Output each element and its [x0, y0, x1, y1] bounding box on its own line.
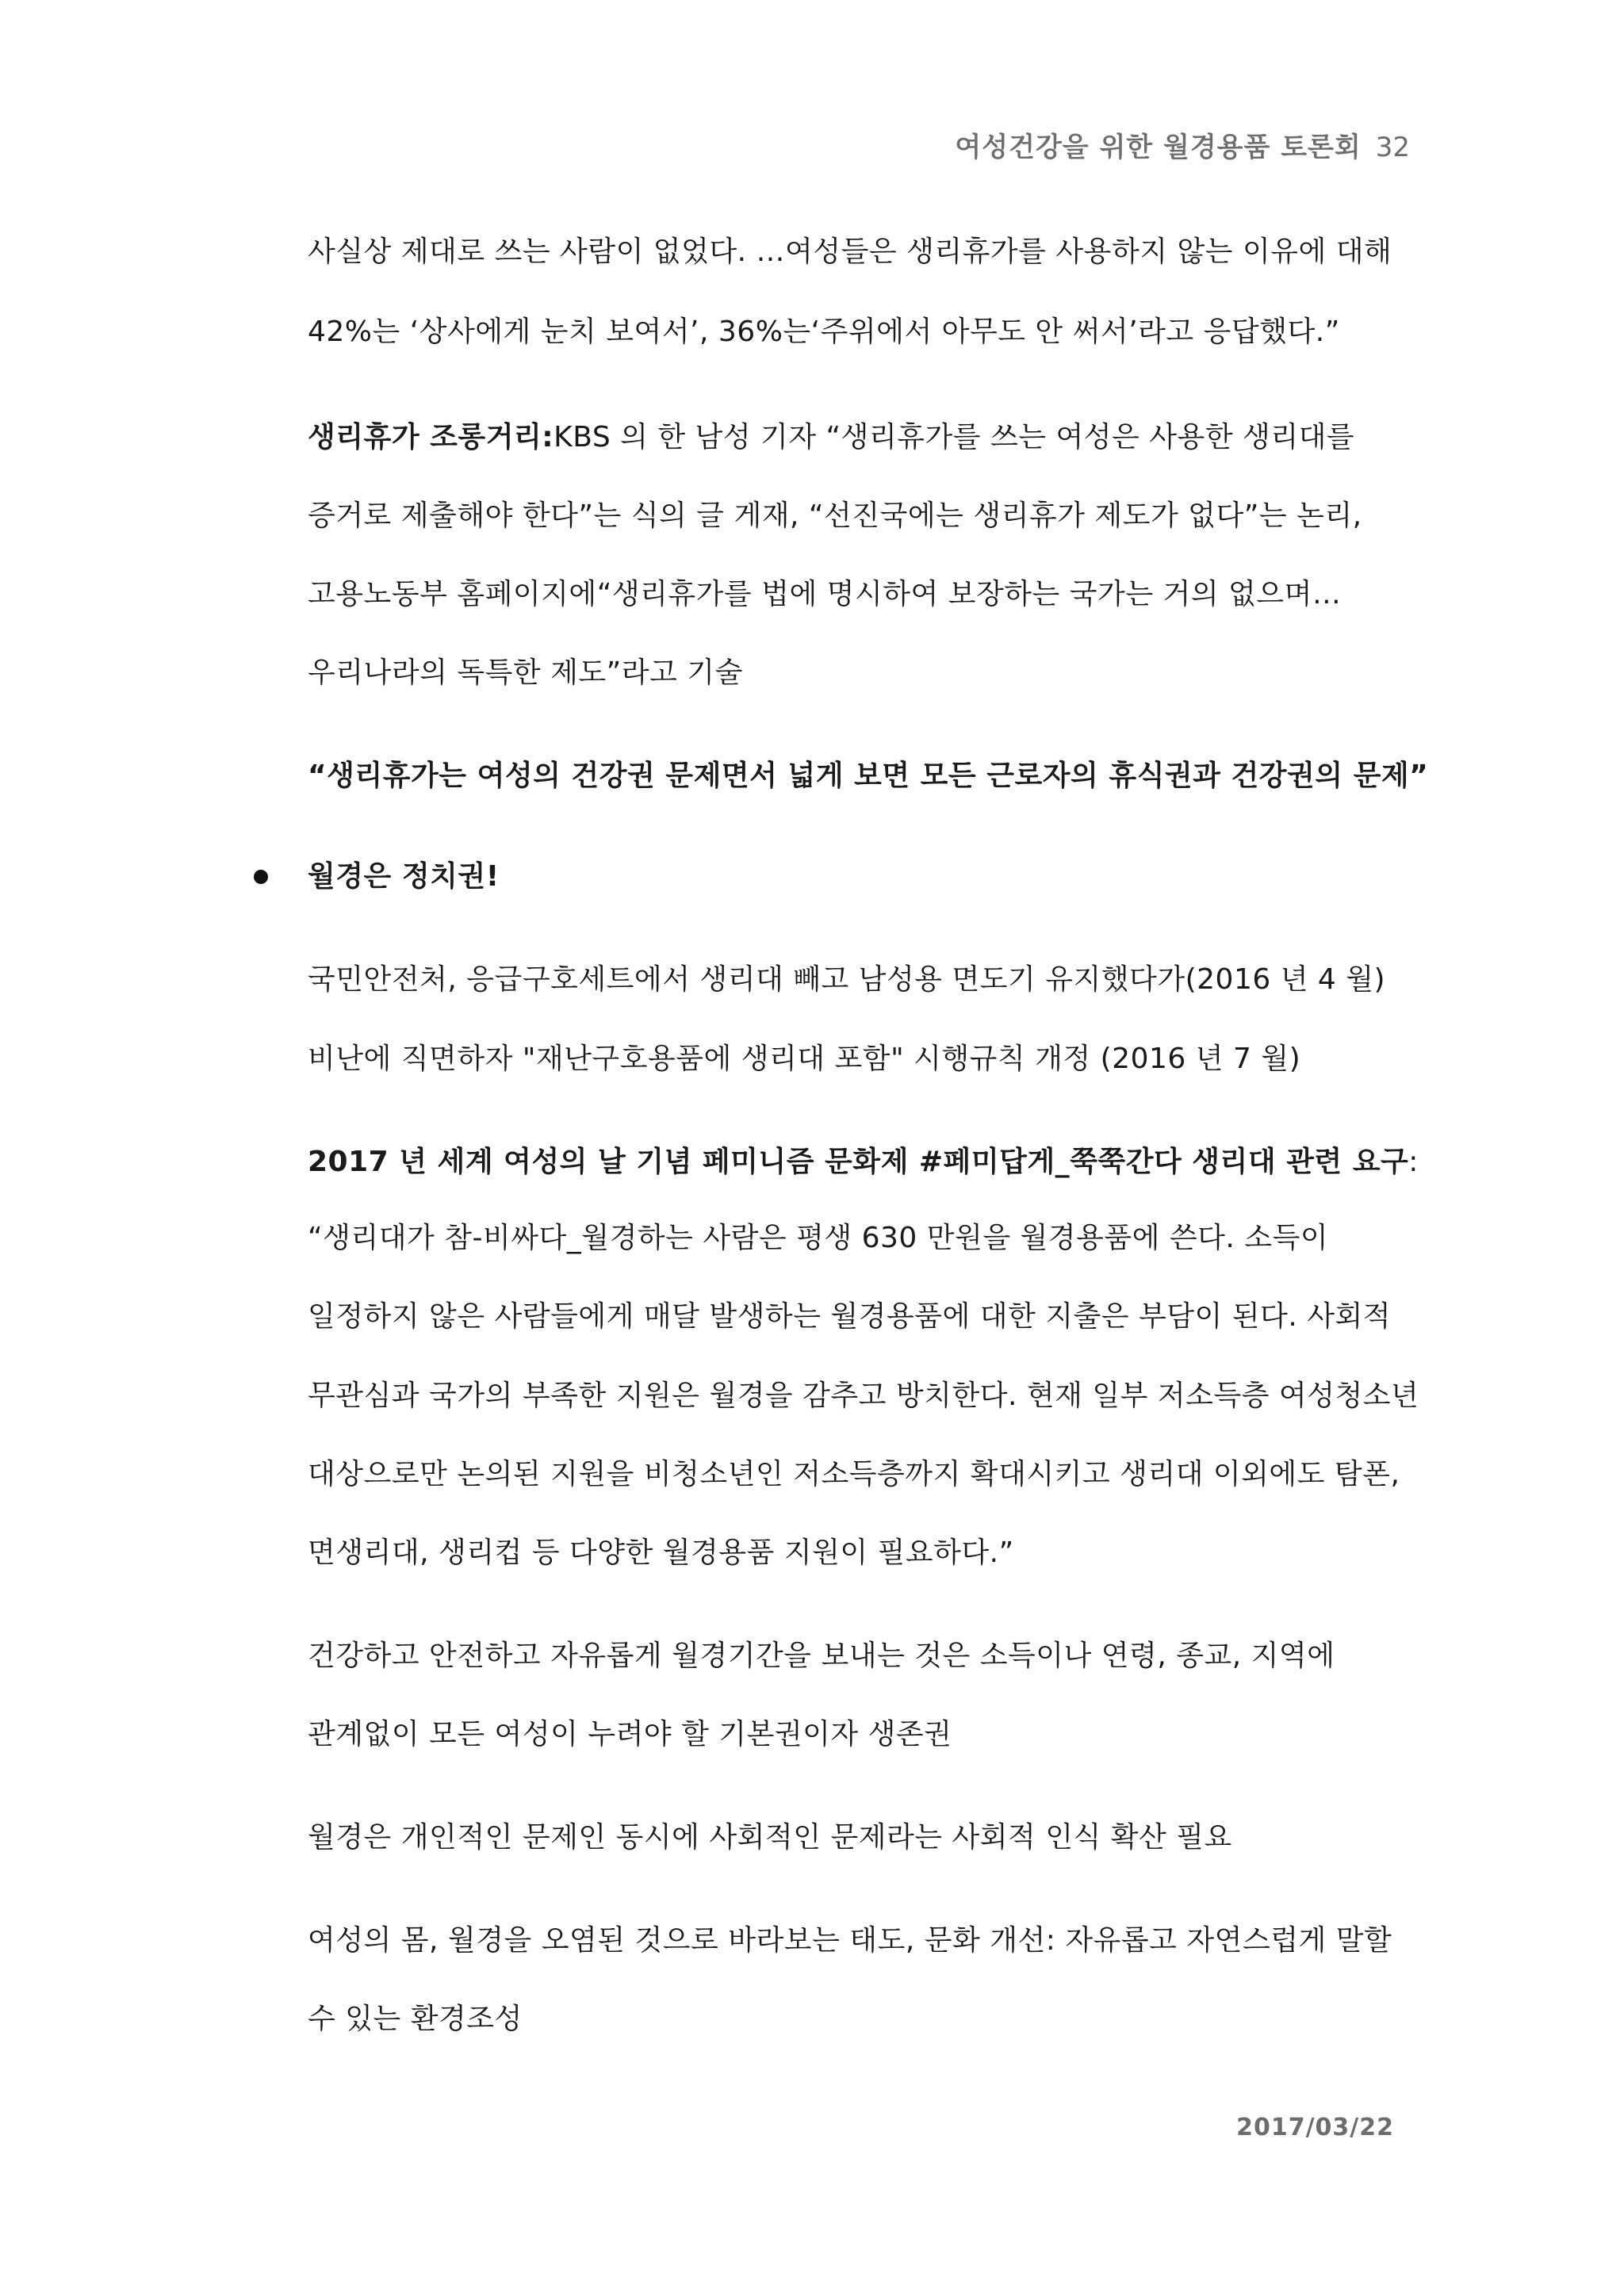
safety-line-1: 국민안전처, 응급구호세트에서 생리대 빼고 남성용 면도기 유지했다가(2016 년 4 월)	[308, 963, 1386, 996]
festival-line-1: “생리대가 참-비싸다_월경하는 사람은 평생 630 만원을 월경용품에 쓴다. 소득이	[308, 1222, 1329, 1254]
festival-heading-colon: :	[1408, 1146, 1419, 1178]
page-number: 32	[1375, 132, 1410, 163]
emphasis-quote: “생리휴가는 여성의 건강권 문제면서 넓게 보면 모든 근로자의 휴식권과 건강권의 문제”	[308, 760, 1429, 792]
ridicule-line-2: 증거로 제출해야 한다”는 식의 글 게재, “선진국에는 생리휴가 제도가 없다”는 논리,	[308, 499, 1362, 532]
ridicule-text-1: KBS 의 한 남성 기자 “생리휴가를 쓰는 여성은 사용한 생리대를	[553, 421, 1355, 453]
culture-line-1: 여성의 몸, 월경을 오염된 것으로 바라보는 태도, 문화 개선: 자유롭고 자연스럽게 말할	[308, 1924, 1392, 1957]
rights-line-2: 관계없이 모든 여성이 누려야 할 기본권이자 생존권	[308, 1718, 952, 1751]
festival-line-2: 일정하지 않은 사람들에게 매달 발생하는 월경용품에 대한 지출은 부담이 된다. 사회적	[308, 1300, 1392, 1333]
ridicule-line-1	[308, 423, 1354, 452]
ridicule-line-3: 고용노동부 홈페이지에“생리휴가를 법에 명시하여 보장하는 국가는 거의 없으며…	[308, 578, 1342, 610]
safety-line-2: 비난에 직면하자 "재난구호용품에 생리대 포함" 시행규칙 개정 (2016 년 7 월)	[308, 1043, 1301, 1075]
header-title: 여성건강을 위한 월경용품 토론회	[955, 132, 1362, 163]
festival-heading: 2017 년 세계 여성의 날 기념 페미니즘 문화제 #페미답게_쭉쭉간다 생리대 관련 요구	[308, 1146, 1409, 1178]
footer-date: 2017/03/22	[1236, 2114, 1394, 2141]
ridicule-line-4: 우리나라의 독특한 제도”라고 기술	[308, 656, 743, 689]
festival-heading-line	[308, 1148, 1419, 1177]
page-header	[955, 125, 1410, 164]
ridicule-label: 생리휴가 조롱거리:	[308, 421, 554, 453]
quote-line-2: 42%는 ‘상사에게 눈치 보여서’, 36%는‘주위에서 아무도 안 써서’라고 응답했다.”	[308, 316, 1340, 348]
bullet-heading: 월경은 정치권!	[308, 860, 500, 893]
rights-line-1: 건강하고 안전하고 자유롭게 월경기간을 보내는 것은 소득이나 연령, 종교, 지역에	[308, 1640, 1335, 1672]
bullet-icon	[254, 870, 268, 884]
awareness-line: 월경은 개인적인 문제인 동시에 사회적인 문제라는 사회적 인식 확산 필요	[308, 1821, 1232, 1854]
culture-line-2: 수 있는 환경조성	[308, 2003, 523, 2035]
quote-line-1: 사실상 제대로 쓰는 사람이 없었다. …여성들은 생리휴가를 사용하지 않는 이유에 대해	[308, 235, 1392, 268]
festival-line-5: 면생리대, 생리컵 등 다양한 월경용품 지원이 필요하다.”	[308, 1536, 1014, 1569]
festival-line-3: 무관심과 국가의 부족한 지원은 월경을 감추고 방치한다. 현재 일부 저소득층 여성청소년	[308, 1380, 1419, 1412]
festival-line-4: 대상으로만 논의된 지원을 비청소년인 저소득층까지 확대시키고 생리대 이외에도 탐폰,	[308, 1458, 1400, 1490]
